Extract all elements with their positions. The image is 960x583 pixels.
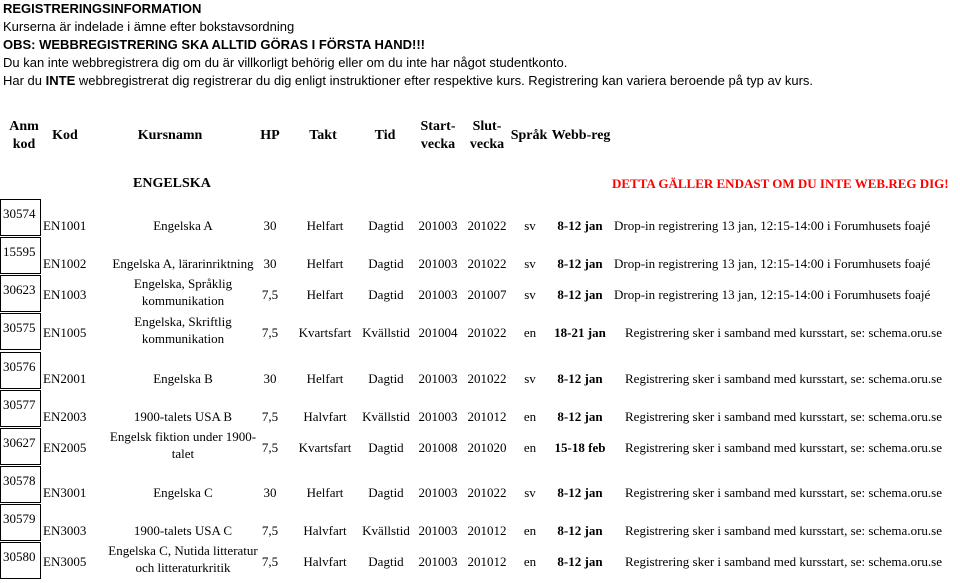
section-warning: DETTA GÄLLER ENDAST OM DU INTE WEB.REG DIG!	[612, 176, 949, 191]
course-code: EN1001	[43, 218, 87, 233]
intro-title: REGISTRERINGSINFORMATION	[3, 1, 202, 16]
header-takt: Takt	[309, 128, 337, 143]
hp: 30	[263, 256, 277, 271]
course-name-line-2: kommunikation	[141, 331, 225, 346]
anm-kod: 30578	[3, 473, 36, 488]
web-registration: 18-21 jan	[554, 325, 606, 340]
course-name-line-2: talet	[171, 446, 195, 461]
end-week: 201020	[467, 440, 507, 455]
course-name-line-2: och litteraturkritik	[135, 560, 231, 575]
start-week: 201003	[418, 485, 458, 500]
start-week: 201003	[418, 218, 458, 233]
anm-box-top	[0, 237, 41, 238]
anm-box-right	[40, 390, 41, 427]
web-registration: 8-12 jan	[557, 485, 603, 500]
anm-kod: 30580	[3, 549, 36, 564]
anm-kod: 30574	[3, 206, 36, 221]
course-code: EN2001	[43, 371, 87, 386]
hp: 7,5	[261, 554, 279, 569]
course-code: EN1002	[43, 256, 87, 271]
web-registration: 8-12 jan	[557, 218, 603, 233]
header-anm: Anm	[9, 119, 39, 134]
course-code: EN2003	[43, 409, 87, 424]
header-kursnamn: Kursnamn	[137, 128, 203, 143]
registration-info: Registrering sker i samband med kursstart, se: schema.oru.se	[625, 325, 942, 340]
anm-box-bottom	[0, 578, 41, 579]
anm-box-bottom	[0, 235, 41, 236]
registration-info: Registrering sker i samband med kursstart, se: schema.oru.se	[625, 371, 942, 386]
course-code: EN3001	[43, 485, 87, 500]
language: en	[523, 440, 537, 455]
intro-line-2: OBS: WEBBREGISTRERING SKA ALLTID GÖRAS I FÖRSTA HAND!!!	[3, 37, 425, 52]
course-name: Engelsk fiktion under 1900-	[109, 429, 257, 444]
anm-box-left	[0, 352, 1, 389]
anm-box-top	[0, 390, 41, 391]
course-name: Engelska A, lärarinriktning	[112, 256, 254, 271]
anm-box-bottom	[0, 540, 41, 541]
course-code: EN1003	[43, 287, 87, 302]
takt: Halvfart	[303, 523, 347, 538]
header-slut-vecka: vecka	[469, 137, 505, 152]
anm-box-left	[0, 275, 1, 312]
intro-line-4-rest: webbregistrerat dig registrerar du dig enligt instruktioner efter respektive kurs. Registrering kan variera beroende på typ av kurs.	[75, 73, 814, 88]
anm-box-top	[0, 313, 41, 314]
takt: Helfart	[306, 218, 344, 233]
tid: Dagtid	[368, 256, 404, 271]
header-start: Start-	[420, 119, 456, 134]
hp: 30	[263, 485, 277, 500]
intro-line-4-bold: INTE	[45, 73, 76, 88]
course-name: Engelska C	[153, 485, 213, 500]
language: sv	[524, 218, 536, 233]
end-week: 201012	[467, 409, 507, 424]
header-hp: HP	[260, 128, 280, 143]
intro-line-3: Du kan inte webbregistrera dig om du är villkorligt behörig eller om du inte har något studentkonto.	[3, 55, 568, 70]
language: sv	[524, 287, 536, 302]
registration-intro	[3, 0, 813, 90]
language: en	[523, 554, 537, 569]
takt: Kvartsfart	[298, 325, 352, 340]
anm-box-right	[40, 199, 41, 236]
header-tid: Tid	[374, 128, 396, 143]
end-week: 201012	[467, 523, 507, 538]
tid: Kvällstid	[362, 523, 410, 538]
web-registration: 8-12 jan	[557, 523, 603, 538]
start-week: 201003	[418, 256, 458, 271]
anm-box-left	[0, 237, 1, 274]
anm-box-bottom	[0, 426, 41, 427]
anm-box-right	[40, 352, 41, 389]
header-startvecka	[413, 118, 463, 154]
anm-box-left	[0, 199, 1, 236]
anm-box-left	[0, 390, 1, 427]
start-week: 201003	[418, 523, 458, 538]
anm-box-right	[40, 428, 41, 465]
course-name: Engelska C, Nutida litteratur	[108, 543, 258, 558]
anm-box-bottom	[0, 273, 41, 274]
header-anm-kod	[2, 118, 46, 154]
language: sv	[524, 485, 536, 500]
web-registration: 8-12 jan	[557, 371, 603, 386]
anm-kod: 30623	[3, 282, 36, 297]
end-week: 201022	[467, 256, 507, 271]
anm-kod: 30627	[3, 435, 36, 450]
course-name: Engelska B	[153, 371, 213, 386]
anm-kod: 30575	[3, 320, 36, 335]
language: sv	[524, 256, 536, 271]
web-registration: 8-12 jan	[557, 554, 603, 569]
anm-box-right	[40, 237, 41, 274]
language: en	[523, 409, 537, 424]
anm-box-bottom	[0, 311, 41, 312]
takt: Helfart	[306, 287, 344, 302]
header-webb-reg: Webb-reg	[551, 128, 611, 143]
course-code: EN1005	[43, 325, 87, 340]
web-registration: 15-18 feb	[554, 440, 606, 455]
web-registration: 8-12 jan	[557, 287, 603, 302]
tid: Kvällstid	[362, 325, 410, 340]
section-title: ENGELSKA	[133, 176, 211, 191]
registration-info: Registrering sker i samband med kursstart, se: schema.oru.se	[625, 485, 942, 500]
takt: Halvfart	[303, 554, 347, 569]
anm-box-bottom	[0, 388, 41, 389]
registration-info: Drop-in registrering 13 jan, 12:15-14:00 i Forumhusets foajé	[614, 287, 931, 302]
registration-info: Registrering sker i samband med kursstart, se: schema.oru.se	[625, 409, 942, 424]
end-week: 201012	[467, 554, 507, 569]
course-name: Engelska, Skriftlig	[134, 314, 232, 329]
registration-info: Drop-in registrering 13 jan, 12:15-14:00 i Forumhusets foajé	[614, 218, 931, 233]
anm-box-top	[0, 275, 41, 276]
registration-info: Registrering sker i samband med kursstart, se: schema.oru.se	[625, 554, 942, 569]
anm-box-top	[0, 352, 41, 353]
anm-kod: 30577	[3, 397, 36, 412]
anm-box-top	[0, 466, 41, 467]
start-week: 201003	[418, 554, 458, 569]
intro-line-4-prefix: Har du	[3, 73, 46, 88]
language: sv	[524, 371, 536, 386]
hp: 30	[263, 371, 277, 386]
hp: 7,5	[261, 523, 279, 538]
intro-line-1: Kurserna är indelade i ämne efter bokstavsordning	[3, 19, 295, 34]
registration-info: Drop-in registrering 13 jan, 12:15-14:00 i Forumhusets foajé	[614, 256, 931, 271]
hp: 7,5	[261, 440, 279, 455]
anm-box-bottom	[0, 349, 41, 350]
takt: Helfart	[306, 256, 344, 271]
hp: 30	[263, 218, 277, 233]
course-code: EN3003	[43, 523, 87, 538]
course-name: 1900-talets USA B	[133, 409, 233, 424]
tid: Dagtid	[368, 371, 404, 386]
anm-kod: 30576	[3, 359, 36, 374]
anm-box-left	[0, 313, 1, 350]
course-name: Engelska A	[153, 218, 213, 233]
course-code: EN3005	[43, 554, 87, 569]
start-week: 201003	[418, 409, 458, 424]
tid: Dagtid	[368, 440, 404, 455]
anm-box-bottom	[0, 464, 41, 465]
header-sprak: Språk	[510, 128, 548, 143]
takt: Helfart	[306, 371, 344, 386]
intro-line-4	[3, 72, 813, 90]
tid: Kvällstid	[362, 409, 410, 424]
anm-box-left	[0, 542, 1, 579]
hp: 7,5	[261, 287, 279, 302]
start-week: 201004	[418, 325, 458, 340]
anm-box-bottom	[0, 502, 41, 503]
language: en	[523, 325, 537, 340]
takt: Halvfart	[303, 409, 347, 424]
anm-kod: 30579	[3, 511, 36, 526]
anm-box-right	[40, 542, 41, 579]
tid: Dagtid	[368, 218, 404, 233]
tid: Dagtid	[368, 485, 404, 500]
course-name: 1900-talets USA C	[133, 523, 233, 538]
hp: 7,5	[261, 409, 279, 424]
anm-box-left	[0, 504, 1, 541]
anm-box-right	[40, 466, 41, 503]
takt: Kvartsfart	[298, 440, 352, 455]
end-week: 201022	[467, 371, 507, 386]
header-start-vecka: vecka	[420, 137, 456, 152]
anm-box-left	[0, 428, 1, 465]
header-anm-kod-label: kod	[12, 137, 36, 152]
end-week: 201022	[467, 325, 507, 340]
start-week: 201003	[418, 287, 458, 302]
hp: 7,5	[261, 325, 279, 340]
registration-info: Registrering sker i samband med kursstart, se: schema.oru.se	[625, 440, 942, 455]
anm-box-top	[0, 542, 41, 543]
anm-box-right	[40, 313, 41, 350]
start-week: 201008	[418, 440, 458, 455]
anm-box-top	[0, 199, 41, 200]
course-name: Engelska, Språklig	[133, 276, 233, 291]
end-week: 201022	[467, 218, 507, 233]
end-week: 201007	[467, 287, 507, 302]
anm-kod: 15595	[3, 244, 36, 259]
anm-box-right	[40, 275, 41, 312]
anm-box-left	[0, 466, 1, 503]
tid: Dagtid	[368, 287, 404, 302]
language: en	[523, 523, 537, 538]
web-registration: 8-12 jan	[557, 409, 603, 424]
start-week: 201003	[418, 371, 458, 386]
anm-box-top	[0, 428, 41, 429]
anm-box-top	[0, 504, 41, 505]
header-kod: Kod	[52, 128, 78, 143]
web-registration: 8-12 jan	[557, 256, 603, 271]
end-week: 201022	[467, 485, 507, 500]
anm-box-right	[40, 504, 41, 541]
tid: Dagtid	[368, 554, 404, 569]
course-name-line-2: kommunikation	[141, 293, 225, 308]
takt: Helfart	[306, 485, 344, 500]
header-slutvecka	[462, 118, 512, 154]
course-code: EN2005	[43, 440, 87, 455]
registration-info: Registrering sker i samband med kursstart, se: schema.oru.se	[625, 523, 942, 538]
header-slut: Slut-	[472, 119, 502, 134]
